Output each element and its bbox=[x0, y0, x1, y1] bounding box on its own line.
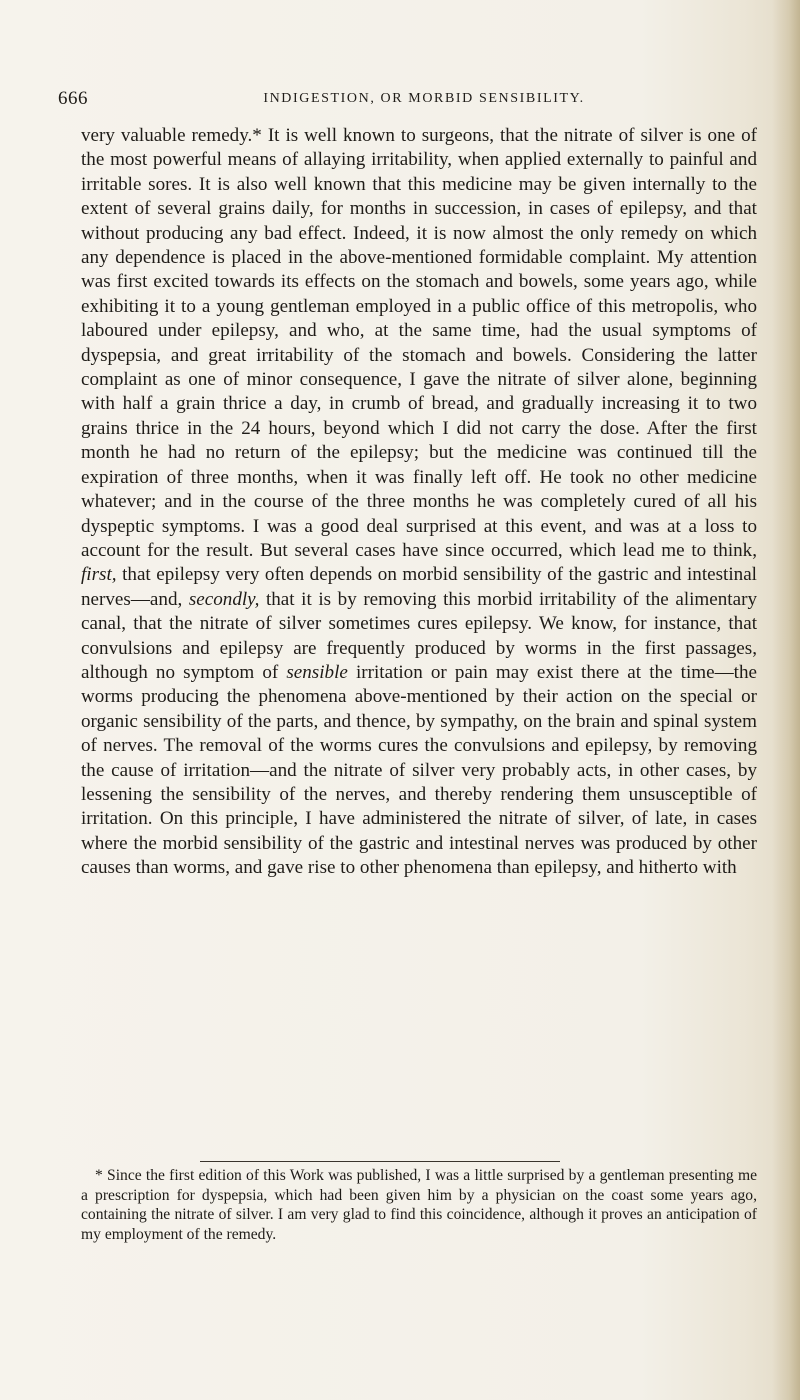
footnote-rule bbox=[200, 1161, 560, 1162]
text-run: irritation or pain may exist there at the time—the worms producing the phenomena above-mentioned by their action on the special or organic sensibility of the parts, and thence, by sympathy, on the brain and spinal system of nerves. The removal of the worms cures the convulsions and epilepsy, by removing the cause of irritation—and the nitrate of silver very probably acts, in other cases, by lessening the sensibility of the nerves, and thereby rendering them unsusceptible of irritation. On this principle, I have administered the nitrate of silver, of late, in cases where the morbid sensibility of the gastric and intestinal nerves was produced by other causes than worms, and gave rise to other phenomena than epilepsy, and hitherto with bbox=[81, 661, 757, 879]
text-run: that epilepsy very often depends on morbid sensibility of the gastric and intestinal nerves—and, bbox=[81, 564, 757, 610]
page-edge-shadow bbox=[772, 0, 800, 1400]
text-run: that it is by removing this morbid irritability of the alimentary canal, that the nitrate of silver sometimes cures epilepsy. We know, for instance, that convulsions and epilepsy are frequently produced by worms in the first passages, although no symptom of bbox=[81, 588, 757, 683]
running-head: INDIGESTION, OR MORBID SENSIBILITY. bbox=[263, 91, 585, 106]
footnote-text: * Since the first edition of this Work was published, I was a little surprised by a gentleman presenting me a prescription for dyspepsia, which had been given him by a physician on the coast some years ago, containing the nitrate of silver. I am very glad to find this coincidence, although it proves an anticipation of my employment of the remedy. bbox=[81, 1167, 757, 1243]
paragraph bbox=[81, 124, 757, 881]
footnote bbox=[81, 1166, 757, 1244]
emphasis-secondly: secondly, bbox=[188, 588, 260, 610]
emphasis-first: first, bbox=[81, 564, 117, 586]
page-header bbox=[58, 88, 750, 118]
page-number: 666 bbox=[58, 88, 88, 109]
emphasis-sensible: sensible bbox=[286, 661, 348, 683]
main-text bbox=[81, 124, 757, 881]
text-run: very valuable remedy.* It is well known to surgeons, that the nitrate of silver is one of the most powerful means of allaying irritability, when applied externally to painful and irritable sores. It is also well known that this medicine may be given internally to the extent of several grains daily, for months in succession, in cases of epilepsy, and that without producing any bad effect. Indeed, it is now almost the only remedy on which any dependence is placed in the above-mentioned formidable complaint. My attention was first excited towards its effects on the stomach and bowels, some years ago, while exhibiting it to a young gentleman employed in a public office of this metropolis, who laboured under epilepsy, and who, at the same time, had the usual symptoms of dyspepsia, and great irritability of the stomach and bowels. Considering the latter complaint as one of minor consequence, I gave the nitrate of silver alone, beginning with half a grain thrice a day, in crumb of bread, and gradually increasing it to two grains thrice in the 24 hours, beyond which I did not carry the dose. After the first month he had no return of the epilepsy; but the medicine was continued till the expiration of three months, when it was finally left off. He took no other medicine whatever; and in the course of the three months he was completely cured of all his dyspeptic symptoms. I was a good deal surprised at this event, and was at a loss to account for the result. But several cases have since occurred, which lead me to think, bbox=[81, 125, 757, 561]
